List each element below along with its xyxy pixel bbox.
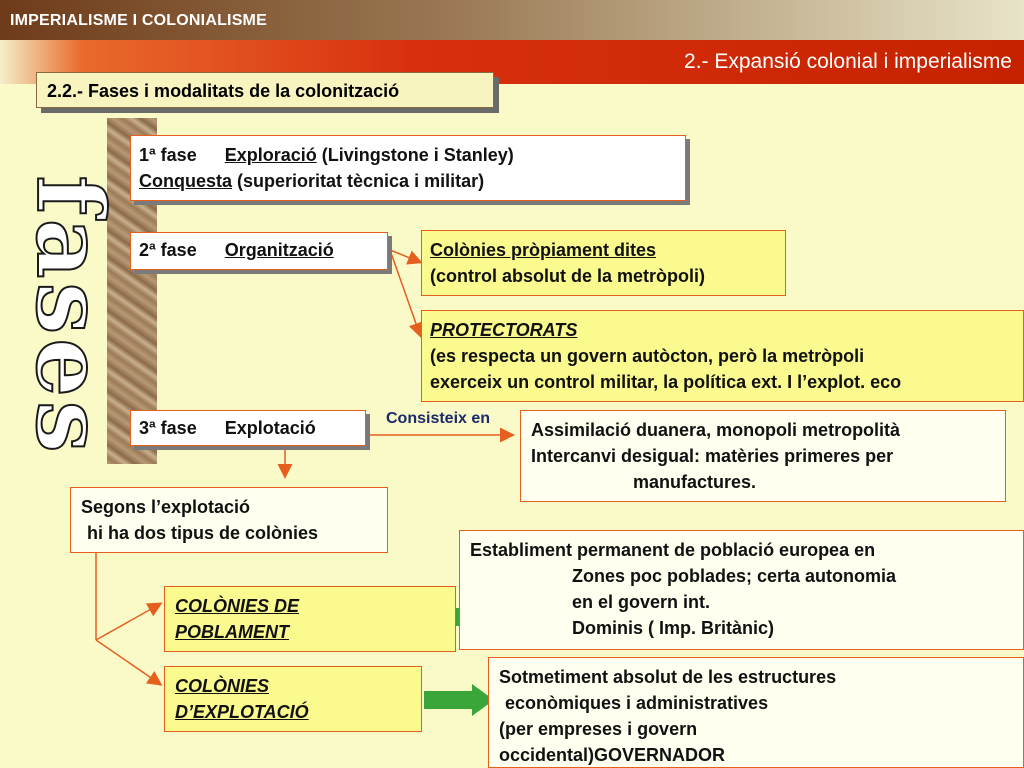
section-title: IMPERIALISME I COLONIALISME (10, 12, 267, 29)
exploitation-colonies-detail-box (488, 657, 1024, 768)
arrow-to-settlement (96, 604, 160, 640)
colonies-proper-box (421, 230, 786, 296)
vertical-fases-word: fases (16, 175, 124, 457)
green-arrow-exploitation (424, 684, 494, 716)
protectorates-line1: (es respecta un govern autòcton, però la metròpoli (430, 346, 865, 366)
settlement-detail-box (459, 530, 1024, 650)
settlement-line2: POBLAMENT (175, 622, 289, 642)
two-types-line1: Segons l’explotació (81, 497, 251, 517)
settlement-detail-line4: Dominis ( Imp. Britànic) (572, 618, 775, 638)
exploitation-detail-line2: Intercanvi desigual: matèries primeres per (531, 446, 894, 466)
exploitation-detail-line3: manufactures. (633, 472, 757, 492)
protectorates-box (421, 310, 1024, 402)
exploration-label: Exploració (224, 145, 317, 165)
phase2-box (130, 232, 388, 270)
exploitation-label: Explotació (224, 418, 316, 438)
exploitation-colonies-box (164, 666, 422, 732)
colonies-proper-detail: (control absolut de la metròpoli) (430, 266, 706, 286)
subtitle-box: 2.2.- Fases i modalitats de la colonització (36, 72, 494, 108)
exploitation-colonies-line2: D’EXPLOTACIÓ (175, 702, 309, 722)
phase3-label: 3ª fase (139, 418, 197, 438)
exploitation-detail-line1: Assimilació duanera, monopoli metropolità (531, 420, 901, 440)
phase3-box (130, 410, 366, 446)
exploitation-colonies-detail-line4: occidental)GOVERNADOR (499, 745, 726, 765)
two-types-line2: hi ha dos tipus de colònies (87, 523, 319, 543)
settlement-line1: COLÒNIES DE (175, 596, 300, 616)
exploitation-colonies-line1: COLÒNIES (175, 676, 270, 696)
arrow-to-colonies-proper (390, 250, 420, 262)
conquest-label: Conquesta (139, 171, 233, 191)
exploitation-colonies-detail-line3: (per empreses i govern (499, 719, 698, 739)
settlement-detail-line3: en el govern int. (572, 592, 711, 612)
phase1-box (130, 135, 686, 201)
organization-label: Organització (224, 240, 334, 260)
exploration-detail: (Livingstone i Stanley) (316, 145, 514, 165)
chapter-title: 2.- Expansió colonial i imperialisme (684, 50, 1012, 73)
protectorates-title: PROTECTORATS (430, 320, 578, 340)
exploitation-detail-box (520, 410, 1006, 502)
phase1-label: 1ª fase (139, 145, 197, 165)
settlement-detail-line2: Zones poc poblades; certa autonomia (572, 566, 897, 586)
consists-of-label: Consisteix en (386, 410, 491, 427)
settlement-colonies-box (164, 586, 456, 652)
exploitation-colonies-detail-line1: Sotmetiment absolut de les estructures (499, 667, 837, 687)
two-types-box (70, 487, 388, 553)
arrow-to-protectorates (390, 250, 420, 335)
exploitation-colonies-detail-line2: econòmiques i administratives (505, 693, 769, 713)
arrow-to-exploitation-colonies (96, 640, 160, 684)
phase2-label: 2ª fase (139, 240, 197, 260)
protectorates-line2: exerceix un control militar, la política ext. I l’explot. eco (430, 372, 902, 392)
conquest-detail: (superioritat tècnica i militar) (232, 171, 485, 191)
colonies-proper-title: Colònies pròpiament dites (430, 240, 657, 260)
settlement-detail-line1: Establiment permanent de població europea en (470, 540, 876, 560)
